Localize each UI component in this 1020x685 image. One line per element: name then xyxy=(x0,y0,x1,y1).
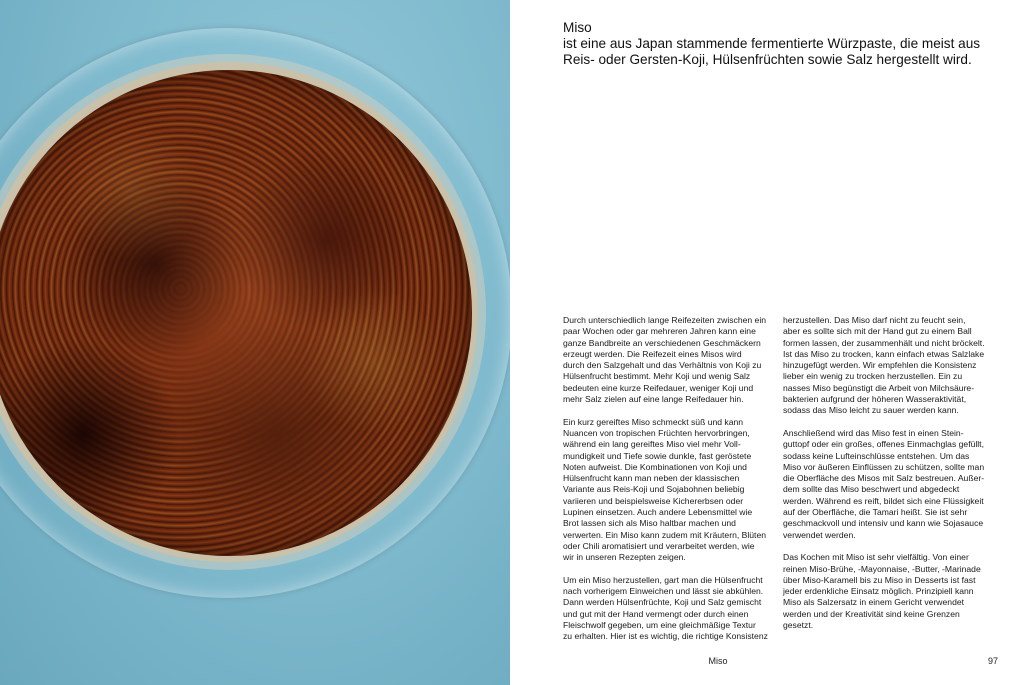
text-page xyxy=(510,0,1020,685)
paragraph: Durch unterschiedlich lange Reifezeiten zwischen ein paar Wochen oder gar mehreren Jahren kann eine ganze Bandbreite an verschiedenen Geschmäckern erzeugt werden. Die Reifezeit eines Misos wird durch den Salzgehalt und das Verhältnis von Koji zu Hülsenfrucht bestimmt. Mehr Koji und wenig Salz bedeuten eine kurze Reifedauer, weniger Koji und mehr Salz zielen auf eine lange Reifedauer hin. xyxy=(563,315,767,405)
page-heading xyxy=(563,20,993,68)
paragraph: Anschließend wird das Miso fest in einen Stein- guttopf oder ein großes, offenes Einmachglas gefüllt, sodass keine Lufteinschlüsse entstehen. Um das Miso vor äußeren Einflüssen zu schützen, sollte man die Oberfläche des Misos mit Salz bestreuen. Außer- dem sollte das Miso beschwert und abgedeckt werden. Während es reift, bildet sich eine Flüssigkeit auf der Oberfläche, die Tamari heißt. Sie ist sehr geschmackvoll und intensiv und kann wie Sojasauce verwendet werden. xyxy=(783,427,985,540)
miso-surface-sheen xyxy=(0,70,472,556)
paragraph: herzustellen. Das Miso darf nicht zu feucht sein, aber es sollte sich mit der Hand gut zu einem Ball formen lassen, der zusammenhält und nicht bröckelt. Ist das Miso zu trocken, kann einfach etwas Salzlake hinzugefügt werden. Wir empfehlen die Konsistenz lieber ein wenig zu trocken herzustellen. Ein zu nasses Miso begünstigt die Arbeit von Milchsäure- bakterien aufgrund der höheren Wasseraktivität, sodass das Miso leicht zu sauer werden kann. xyxy=(783,315,985,416)
paragraph: Um ein Miso herzustellen, gart man die Hülsenfrucht nach vorherigem Einweichen und lässt sie abkühlen. Dann werden Hülsenfrüchte, Koji und Salz gemischt und gut mit der Hand vermengt oder durch einen Fleischwolf gegeben, um eine gleichmäßige Textur zu erhalten. Hier ist es wichtig, die richtige Konsistenz xyxy=(563,574,768,642)
page-subtitle: ist eine aus Japan stammende fermentierte Würzpaste, die meist aus Reis- oder Gersten-Koji, Hülsenfrüchten sowie Salz hergestellt wird. xyxy=(563,36,981,67)
text-column-left xyxy=(563,315,775,654)
page-title: Miso xyxy=(563,20,592,35)
running-footer-title: Miso xyxy=(708,656,728,666)
page-number: 97 xyxy=(987,656,998,666)
text-column-right xyxy=(783,315,995,643)
paragraph: Ein kurz gereiftes Miso schmeckt süß und kann Nuancen von tropischen Früchten hervorbringen, während ein lang gereiftes Miso viel mehr Voll- mundigkeit und Tiefe sowie dunkle, fast geröstete Noten aufweist. Die Kombinationen von Koji und Hülsenfrucht kann man neben der klassischen Variante aus Reis-Koji und Sojabohnen beliebig variieren und beispielsweise Kichererbsen oder Lupinen einsetzen. Auch andere Lebensmittel wie Brot lassen sich als Miso haltbar machen und verwerten. Ein Miso kann zudem mit Kräutern, Blüten oder Chili aromatisiert und verarbeitet werden, wie wir in unseren Rezepten zeigen. xyxy=(563,416,766,563)
paragraph: Das Kochen mit Miso ist sehr vielfältig. Von einer reinen Miso-Brühe, -Mayonnaise, -Butter, -Marinade über Miso-Karamell bis zu Miso in Desserts ist fast jeder erdenkliche Einsatz möglich. Prinzipiell kann Miso als Salzersatz in einem Gericht verwendet werden und der Kreativität sind keine Grenzen gesetzt. xyxy=(783,552,981,631)
